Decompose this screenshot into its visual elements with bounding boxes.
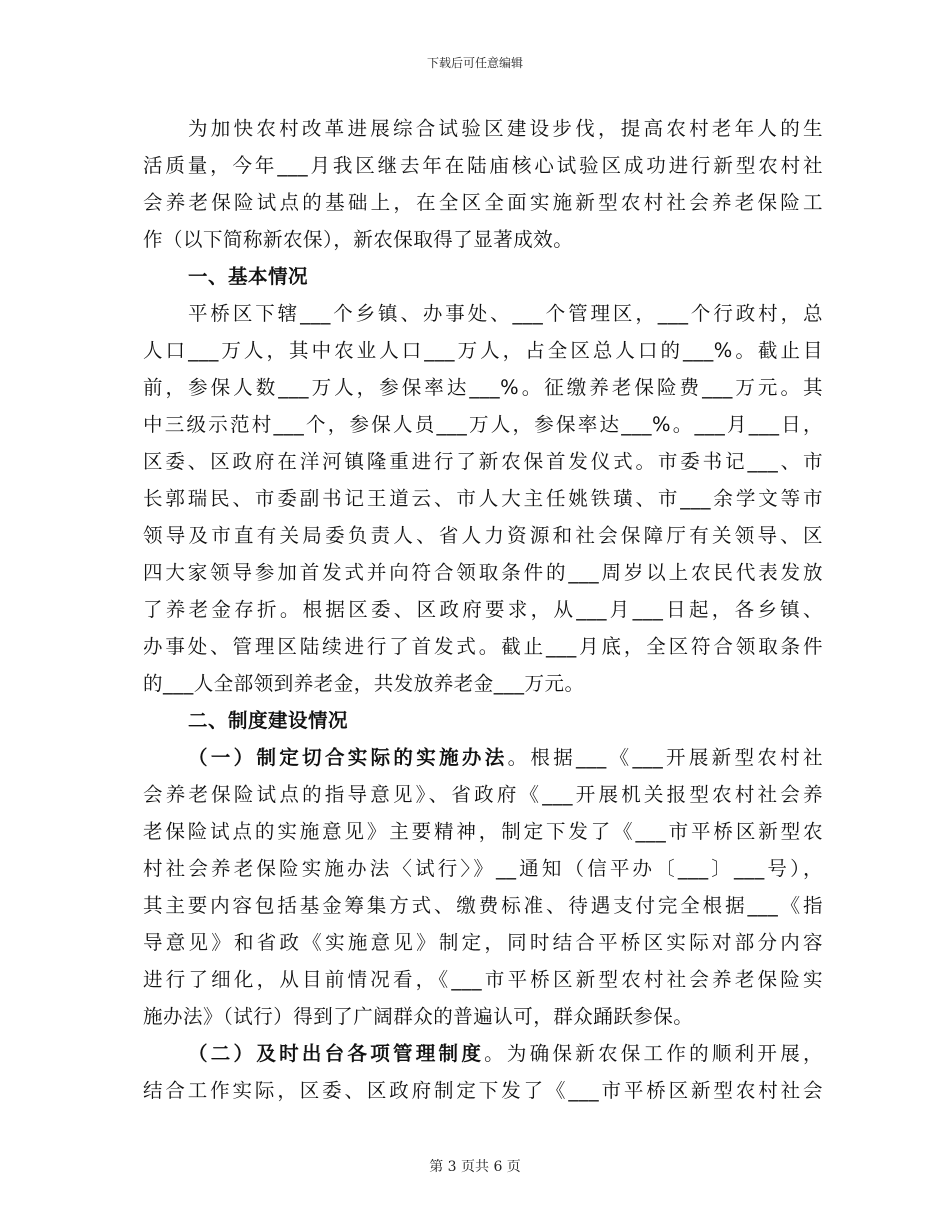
document-body <box>143 110 823 1109</box>
paragraph-line: 其主要内容包括基金筹集方式、缴费标准、待遇支付完全根据___《指 <box>143 894 823 917</box>
paragraph-line: 了养老金存折。根据区委、区政府要求，从___月___日起，各乡镇、 <box>143 598 823 621</box>
paragraph-line: 平桥区下辖___个乡镇、办事处、___个管理区，___个行政村，总 <box>188 302 823 325</box>
paragraph-line <box>143 1035 823 1072</box>
paragraph-line: 前，参保人数___万人，参保率达___%。征缴养老保险费___万元。其 <box>143 376 823 399</box>
paragraph-line: 会养老保险试点的基础上，在全区全面实施新型农村社会养老保险工 <box>143 191 823 214</box>
paragraph-line: 施办法》（试行）得到了广阔群众的普遍认可，群众踊跃参保。 <box>143 1005 694 1028</box>
paragraph-line: 领导及市直有关局委负责人、省人力资源和社会保障厅有关领导、区 <box>143 524 823 547</box>
paragraph-line: 会养老保险试点的指导意见》、省政府《___开展机关报型农村社会养 <box>143 783 823 806</box>
subsection-title: （一）制定切合实际的实施办法 <box>188 746 508 769</box>
page-header: 下载后可任意编辑 <box>426 56 523 70</box>
paragraph-line: 的___人全部领到养老金，共发放养老金___万元。 <box>143 672 585 695</box>
paragraph-line: 人口___万人，其中农业人口___万人，占全区总人口的___%。截止目 <box>143 339 823 362</box>
paragraph-line: 活质量，今年___月我区继去年在陆庙核心试验区成功进行新型农村社 <box>143 154 823 177</box>
paragraph-text: 。根据___《___开展新型农村社 <box>507 746 823 769</box>
paragraph-line: 导意见》和省政《实施意见》制定，同时结合平桥区实际对部分内容 <box>143 931 823 954</box>
paragraph-line: 进行了细化，从目前情况看，《___市平桥区新型农村社会养老保险实 <box>143 968 823 991</box>
paragraph-line: 长郭瑞民、市委副书记王道云、市人大主任姚铁璜、市___余学文等市 <box>143 487 823 510</box>
paragraph-line: 村社会养老保险实施办法〈试行〉》__通知（信平办〔___〕___号）， <box>143 857 823 880</box>
paragraph-line: 办事处、管理区陆续进行了首发式。截止___月底，全区符合领取条件 <box>143 635 823 658</box>
section-heading: 二、制度建设情况 <box>188 709 349 732</box>
paragraph-line: 为加快农村改革进展综合试验区建设步伐，提高农村老年人的生 <box>188 117 823 140</box>
paragraph-line: 结合工作实际，区委、区政府制定下发了《___市平桥区新型农村社会 <box>143 1079 823 1102</box>
paragraph-text: 。为确保新农保工作的顺利开展， <box>484 1042 823 1065</box>
page-footer: 第 3 页共 6 页 <box>429 1159 521 1175</box>
paragraph-line: 作（以下简称新农保），新农保取得了显著成效。 <box>143 228 574 251</box>
paragraph-line: 区委、区政府在洋河镇隆重进行了新农保首发仪式。市委书记___、市 <box>143 450 823 473</box>
paragraph-line: 老保险试点的实施意见》主要精神，制定下发了《___市平桥区新型农 <box>143 820 823 843</box>
subsection-title: （二）及时出台各项管理制度 <box>188 1042 485 1065</box>
paragraph-line <box>143 739 823 776</box>
paragraph-line: 四大家领导参加首发式并向符合领取条件的___周岁以上农民代表发放 <box>143 561 823 584</box>
section-heading: 一、基本情况 <box>188 265 309 288</box>
paragraph-line: 中三级示范村___个，参保人员___万人，参保率达___%。___月___日， <box>143 413 823 436</box>
